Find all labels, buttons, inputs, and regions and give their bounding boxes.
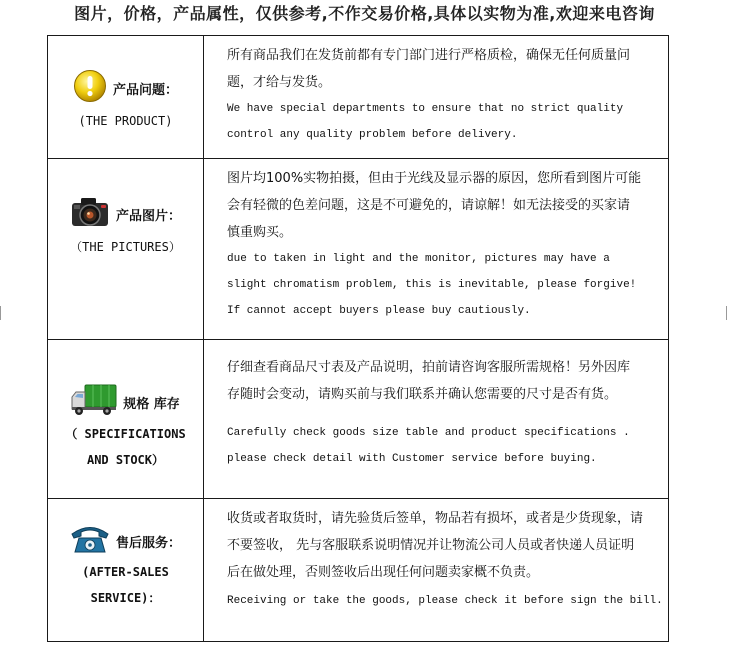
en-line: please check detail with Customer service before buying.	[227, 453, 597, 465]
zh-line: 收货或者取货时，请先验货后签单，物品若有损坏，或者是少货现象，请	[227, 511, 644, 526]
category-title: 售后服务：	[115, 535, 181, 551]
category-cell-pictures	[48, 159, 204, 340]
zh-line: 慎重购买。	[227, 225, 293, 240]
truck-icon	[71, 383, 117, 421]
en-line: Carefully check goods size table and product specifications .	[227, 427, 630, 439]
en-line: due to taken in light and the monitor, pictures may have a	[227, 253, 610, 265]
table-row-pictures	[48, 159, 669, 340]
category-title: 产品问题：	[112, 82, 178, 98]
zh-line: 仔细查看商品尺寸表及产品说明，拍前请咨询客服所需规格！另外因库	[227, 360, 631, 375]
description-cell-specifications	[204, 340, 669, 499]
edge-marker-right	[726, 306, 727, 320]
description-cell-product	[204, 36, 669, 159]
zh-line: 所有商品我们在发货前都有专门部门进行严格质检，确保无任何质量问	[227, 48, 631, 63]
zh-line: 不要签收， 先与客服联系说明情况并让物流公司人员或者快递人员证明	[227, 538, 635, 553]
description-cell-after-sales	[204, 499, 669, 642]
edge-marker-left	[0, 306, 1, 320]
category-cell-after-sales	[48, 499, 204, 642]
zh-line: 题，才给与发货。	[227, 75, 332, 90]
page-title: 图片，价格，产品属性，仅供参考,不作交易价格,具体以实物为准,欢迎来电咨询	[74, 4, 655, 23]
category-title: 产品图片：	[115, 208, 181, 224]
table-row-after-sales	[48, 499, 669, 642]
category-cell-product	[48, 36, 204, 159]
en-line: If cannot accept buyers please buy cautiously.	[227, 305, 531, 317]
category-cell-specifications	[48, 340, 204, 499]
en-line: Receiving or take the goods, please check it before sign the bill.	[227, 595, 663, 607]
zh-line: 后在做处理，否则签收后出现任何问题卖家概不负责。	[227, 565, 540, 580]
camera-icon	[70, 195, 110, 233]
table-row-specifications	[48, 340, 669, 499]
category-subtitle: SERVICE)：	[90, 591, 161, 605]
info-table	[47, 35, 669, 642]
telephone-icon	[70, 523, 110, 559]
category-subtitle: (AFTER-SALES	[82, 565, 169, 579]
table-row-product	[48, 36, 669, 159]
en-line: control any quality problem before delivery.	[227, 129, 518, 141]
category-subtitle: （ SPECIFICATIONS	[65, 427, 186, 441]
zh-line: 会有轻微的色差问题，这是不可避免的，请谅解！如无法接受的买家请	[227, 198, 631, 213]
exclamation-icon	[73, 69, 107, 107]
category-title: 规格 库存	[123, 396, 180, 412]
category-subtitle: (THE PRODUCT)	[78, 114, 173, 128]
zh-line: 图片均100%实物拍摄，但由于光线及显示器的原因，您所看到图片可能	[227, 171, 642, 186]
zh-line: 存随时会变动，请购买前与我们联系并确认您需要的尺寸是否有货。	[227, 387, 618, 402]
description-cell-pictures	[204, 159, 669, 340]
en-line: We have special departments to ensure that no strict quality	[227, 103, 624, 115]
category-subtitle: （THE PICTURES）	[70, 240, 181, 254]
category-subtitle: AND STOCK）	[86, 453, 165, 467]
en-line: slight chromatism problem, this is inevitable, please forgive!	[227, 279, 637, 291]
